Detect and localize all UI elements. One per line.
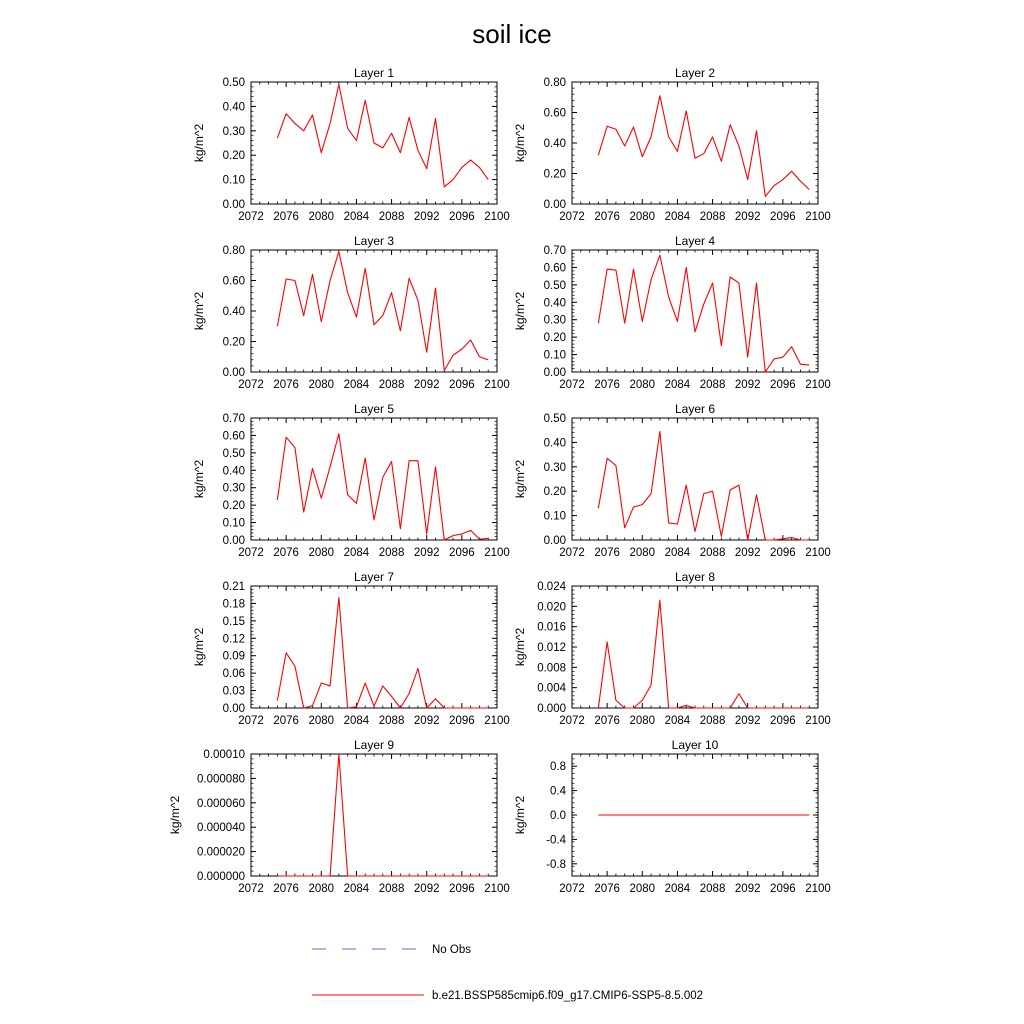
x-tick-label: 2080 [308,211,335,223]
x-tick-label: 2088 [699,883,726,895]
x-tick-label: 2096 [770,883,796,895]
x-tick-label: 2072 [559,211,585,223]
x-tick-label: 2084 [664,883,691,895]
series-line [598,96,809,197]
y-axis-label: kg/m^2 [168,795,182,835]
plot-frame [251,250,497,372]
y-tick-label: 0.20 [222,336,245,349]
x-tick-label: 2100 [805,379,831,391]
y-tick-label: 0.80 [222,245,245,257]
panel-layer-2 [513,66,831,223]
y-axis-label: kg/m^2 [513,459,527,499]
x-tick-label: 2100 [484,715,510,727]
panel-layer-1 [192,66,510,223]
y-tick-label: 0.20 [543,332,566,345]
series-line [277,434,488,540]
panel-layer-8 [513,570,831,727]
y-axis-label: kg/m^2 [192,459,206,499]
x-tick-label: 2096 [770,715,796,727]
panel-title: Layer 6 [674,402,716,416]
x-tick-label: 2072 [559,379,585,391]
panel-layer-6 [513,402,831,559]
x-tick-label: 2076 [273,883,299,895]
x-tick-label: 2072 [238,547,264,559]
panel-title: Layer 8 [674,570,716,584]
y-tick-label: 0.60 [222,430,245,443]
y-tick-label: 0.30 [222,482,245,495]
x-tick-label: 2072 [559,547,585,559]
x-tick-label: 2096 [449,715,475,727]
y-tick-label: 0.60 [543,107,566,120]
y-tick-label: 0.20 [222,150,245,163]
y-axis-label: kg/m^2 [192,291,206,331]
x-tick-label: 2080 [308,379,335,391]
y-tick-label: 0.4 [550,785,566,798]
y-tick-label: 0.60 [543,262,566,275]
x-tick-label: 2096 [449,379,475,391]
y-tick-label: 0.012 [537,642,566,654]
y-tick-label: 0.15 [222,615,245,628]
x-tick-label: 2092 [734,547,761,559]
x-tick-label: 2080 [629,883,656,895]
y-axis-label: kg/m^2 [513,795,527,835]
x-tick-label: 2076 [594,211,620,223]
legend-label-1: No Obs [432,944,471,956]
series-line [598,600,809,708]
x-tick-label: 2084 [343,547,370,559]
panel-layer-7 [192,570,510,727]
x-tick-label: 2076 [594,379,620,391]
plot-frame [572,418,818,540]
panel-title: Layer 9 [353,738,395,752]
x-tick-label: 2084 [664,547,691,559]
x-tick-label: 2088 [378,547,405,559]
y-tick-label: 0.00 [222,535,245,547]
y-tick-label: 0.40 [222,101,245,114]
x-tick-label: 2084 [343,211,370,223]
x-tick-label: 2096 [449,883,475,895]
x-tick-label: 2088 [378,379,405,391]
y-tick-label: 0.00 [543,199,566,211]
y-tick-label: 0.60 [222,275,245,288]
x-tick-label: 2096 [770,211,796,223]
series-line [277,598,488,708]
x-tick-label: 2076 [594,715,620,727]
series-line [598,255,809,372]
x-tick-label: 2100 [805,883,831,895]
series-line [277,754,488,876]
x-tick-label: 2072 [238,715,264,727]
x-tick-label: 2084 [664,715,691,727]
y-tick-label: 0.03 [222,685,245,698]
y-tick-label: 0.020 [537,601,566,614]
x-tick-label: 2092 [413,715,440,727]
series-line [277,252,488,371]
panel-layer-4 [513,234,831,391]
x-tick-label: 2076 [594,883,620,895]
x-tick-label: 2080 [629,379,656,391]
panel-layer-10 [513,738,831,895]
y-axis-label: kg/m^2 [513,291,527,331]
x-tick-label: 2072 [238,379,264,391]
y-tick-label: 0.40 [543,297,566,310]
legend-label-2: b.e21.BSSP585cmip6.f09_g17.CMIP6-SSP5-8.5.002 [432,990,704,1002]
x-tick-label: 2092 [734,715,761,727]
x-tick-label: 2076 [273,547,299,559]
x-tick-label: 2096 [770,379,796,391]
x-tick-label: 2100 [484,547,510,559]
x-tick-label: 2080 [629,547,656,559]
x-tick-label: 2096 [770,547,796,559]
panel-title: Layer 2 [674,66,716,80]
y-tick-label: 0.024 [537,581,566,593]
series-line [598,431,809,540]
x-tick-label: 2084 [343,715,370,727]
x-tick-label: 2092 [413,883,440,895]
panel-title: Layer 3 [353,234,395,248]
y-tick-label: 0.000 [537,703,566,715]
y-axis-label: kg/m^2 [513,627,527,667]
y-tick-label: 0.50 [222,77,245,89]
y-tick-label: 0.06 [222,668,245,681]
y-tick-label: 0.40 [543,437,566,450]
y-tick-label: 0.016 [537,621,566,634]
y-tick-label: 0.10 [222,517,245,530]
x-tick-label: 2084 [343,379,370,391]
panel-title: Layer 4 [674,234,716,248]
panels-grid [168,66,831,895]
y-tick-label: 0.09 [222,650,245,663]
y-tick-label: 0.30 [543,461,566,474]
x-tick-label: 2092 [734,211,761,223]
plot-frame [251,754,497,876]
x-tick-label: 2096 [449,211,475,223]
x-tick-label: 2080 [629,715,656,727]
x-tick-label: 2076 [594,547,620,559]
y-tick-label: 0.50 [543,279,566,292]
x-tick-label: 2088 [699,379,726,391]
y-tick-label: 0.004 [537,682,566,695]
y-tick-label: 0.00010 [203,749,245,761]
y-tick-label: 0.008 [537,662,566,675]
y-tick-label: 0.70 [222,413,245,425]
y-tick-label: 0.20 [543,168,566,181]
y-tick-label: 0.10 [222,174,245,187]
legend [312,944,703,1002]
x-tick-label: 2092 [413,379,440,391]
series-line [277,84,488,186]
figure-title: soil ice [472,19,552,49]
y-tick-label: 0.18 [222,598,245,611]
x-tick-label: 2096 [449,547,475,559]
panel-title: Layer 5 [353,402,395,416]
y-tick-label: 0.20 [222,500,245,513]
x-tick-label: 2080 [308,715,335,727]
y-tick-label: 0.000020 [197,846,245,859]
x-tick-label: 2076 [273,715,299,727]
y-tick-label: 0.000060 [197,797,245,810]
x-tick-label: 2084 [343,883,370,895]
x-tick-label: 2076 [273,379,299,391]
panel-layer-9 [168,738,510,895]
y-tick-label: 0.20 [543,486,566,499]
panel-layer-5 [192,402,510,559]
y-tick-label: 0.50 [222,447,245,460]
y-tick-label: 0.000000 [197,871,245,883]
y-tick-label: 0.000080 [197,773,245,786]
plot-frame [572,82,818,204]
x-tick-label: 2092 [734,883,761,895]
y-axis-label: kg/m^2 [192,123,206,163]
y-tick-label: 0.10 [543,349,566,362]
y-tick-label: 0.00 [222,199,245,211]
x-tick-label: 2100 [805,715,831,727]
y-tick-label: 0.30 [222,125,245,138]
x-tick-label: 2072 [559,715,585,727]
y-tick-label: 0.00 [543,367,566,379]
y-tick-label: 0.00 [543,535,566,547]
x-tick-label: 2080 [308,883,335,895]
x-tick-label: 2092 [413,547,440,559]
y-tick-label: 0.12 [222,633,245,646]
y-tick-label: 0.21 [222,581,245,593]
x-tick-label: 2088 [699,211,726,223]
x-tick-label: 2072 [238,211,264,223]
y-tick-label: 0.00 [222,367,245,379]
y-tick-label: 0.8 [550,761,566,774]
y-tick-label: 0.70 [543,245,566,257]
x-tick-label: 2088 [378,715,405,727]
panel-title: Layer 1 [353,66,395,80]
panel-layer-3 [192,234,510,391]
y-axis-label: kg/m^2 [192,627,206,667]
y-tick-label: -0.4 [546,834,566,847]
x-tick-label: 2100 [484,883,510,895]
x-tick-label: 2088 [378,211,405,223]
x-tick-label: 2076 [273,211,299,223]
panel-title: Layer 7 [353,570,395,584]
y-tick-label: 0.0 [550,810,566,822]
y-tick-label: 0.80 [543,77,566,89]
x-tick-label: 2100 [484,379,510,391]
y-tick-label: 0.40 [222,306,245,318]
x-tick-label: 2080 [629,211,656,223]
panel-title: Layer 10 [671,738,719,752]
x-tick-label: 2084 [664,211,691,223]
x-tick-label: 2088 [699,715,726,727]
y-tick-label: 0.50 [543,413,566,425]
y-tick-label: 0.40 [222,465,245,478]
y-tick-label: 0.30 [543,314,566,327]
y-tick-label: 0.00 [222,703,245,715]
y-axis-label: kg/m^2 [513,123,527,163]
plot-frame [251,586,497,708]
x-tick-label: 2080 [308,547,335,559]
plot-frame [572,250,818,372]
plot-frame [572,586,818,708]
y-tick-label: 0.000040 [197,822,245,835]
y-tick-label: 0.10 [543,510,566,523]
x-tick-label: 2100 [805,211,831,223]
x-tick-label: 2072 [238,883,264,895]
plot-frame [251,418,497,540]
x-tick-label: 2088 [699,547,726,559]
x-tick-label: 2084 [664,379,691,391]
x-tick-label: 2100 [484,211,510,223]
x-tick-label: 2100 [805,547,831,559]
x-tick-label: 2072 [559,883,585,895]
x-tick-label: 2092 [413,211,440,223]
y-tick-label: -0.8 [546,858,566,871]
y-tick-label: 0.40 [543,138,566,150]
x-tick-label: 2088 [378,883,405,895]
x-tick-label: 2092 [734,379,761,391]
